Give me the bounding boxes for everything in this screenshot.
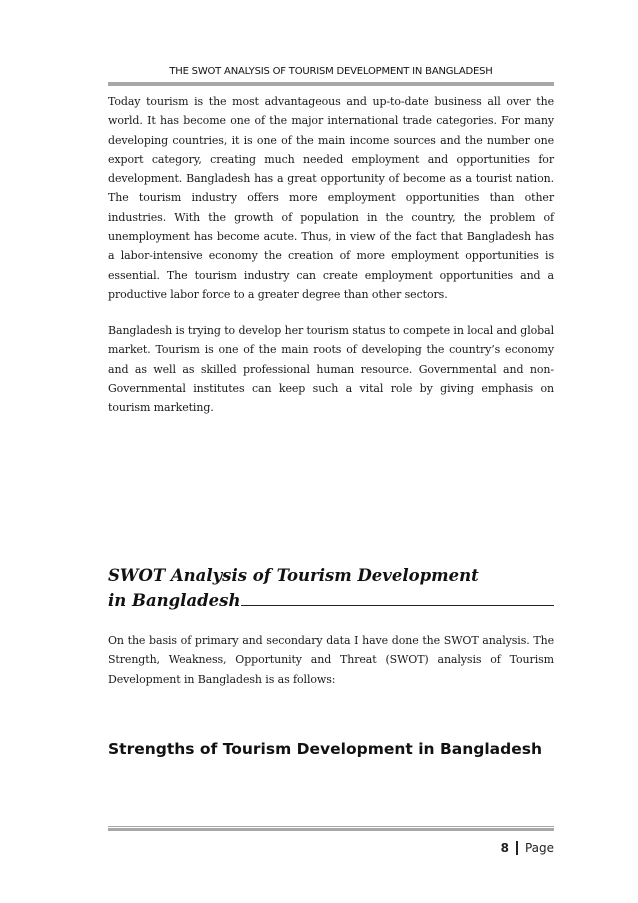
strengths-heading: Strengths of Tourism Development in Bangladesh (108, 740, 542, 758)
footer-separator (516, 841, 518, 855)
title-underline (241, 591, 554, 606)
page-number: 8 (500, 841, 509, 855)
page-footer (501, 841, 554, 855)
body-paragraph-2: Bangladesh is trying to develop her tourism status to compete in local and global market. Tourism is one of the main roots of developing the country’s economy and as well as skilled professional human resource. Governmental and non-Governmental institutes can keep such a vital role by giving emphasis on tourism marketing. (108, 324, 554, 415)
running-header: THE SWOT ANALYSIS OF TOURISM DEVELOPMENT IN BANGLADESH (169, 66, 493, 77)
swot-title-line-2: in Bangladesh (108, 591, 241, 610)
swot-intro-paragraph: On the basis of primary and secondary data I have done the SWOT analysis. The Strength, Weakness, Opportunity and Threat (SWOT) analysis of Tourism Development in Bangladesh is as follows: (108, 634, 554, 686)
body-paragraph-1: Today tourism is the most advantageous and up-to-date business all over the world. It has become one of the major international trade categories. For many developing countries, it is one of the main income sources and the number one export category, creating much needed employment and opportunities for development. Bangladesh has a great opportunity of become as a tourist nation. The tourism industry offers more employment opportunities than other industries. With the growth of population in the country, the problem of unemployment has become acute. Thus, in view of the fact that Bangladesh has a labor-intensive economy the creation of more employment opportunities is essential. The tourism industry can create employment opportunities and a productive labor force to a greater degree than other sectors. (108, 95, 554, 301)
header-rule (108, 81, 554, 86)
swot-section-title (108, 563, 568, 613)
page-label: Page (524, 841, 554, 855)
swot-title-line-1: SWOT Analysis of Tourism Development (108, 566, 479, 585)
footer-rule (108, 826, 554, 831)
